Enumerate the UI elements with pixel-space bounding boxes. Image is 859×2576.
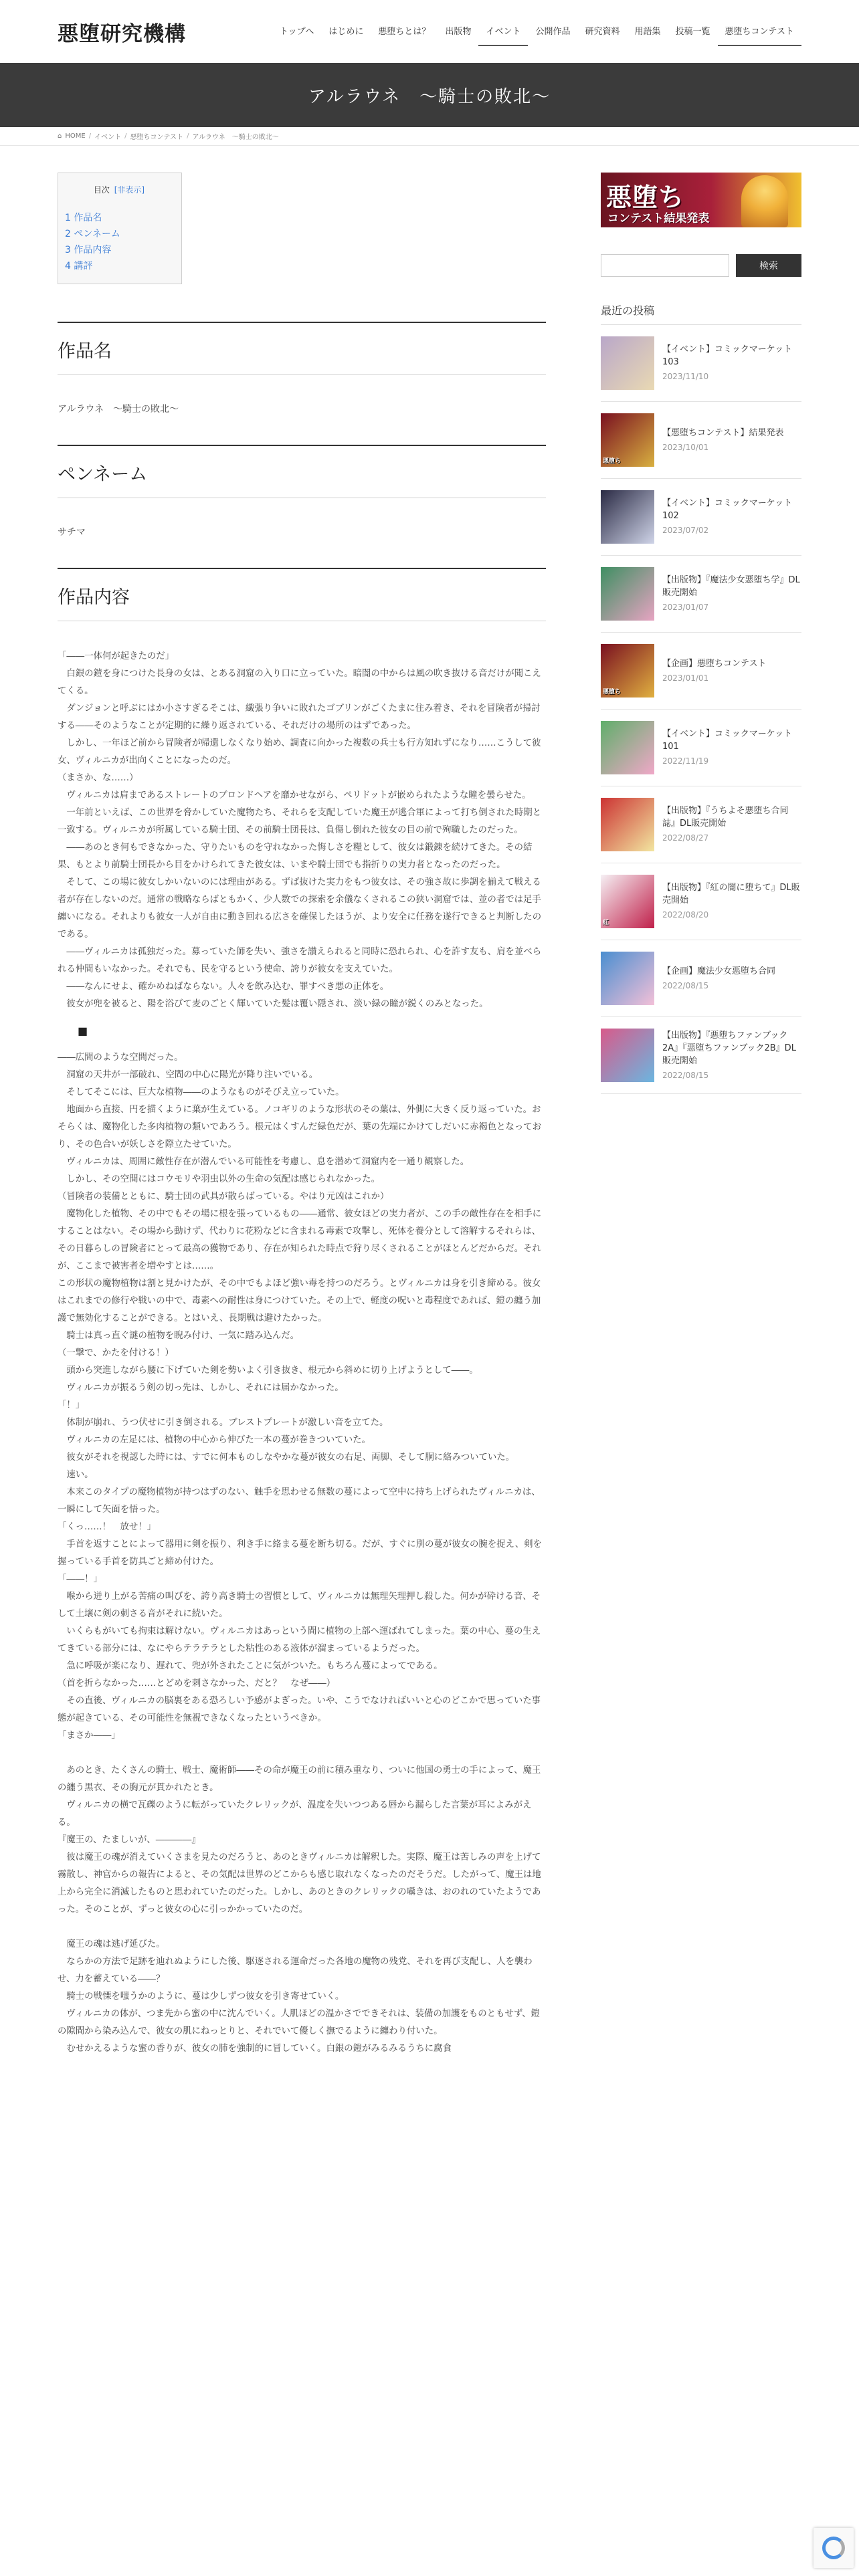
story-paragraph: あのとき、たくさんの騎士、戦士、魔術師――その命が魔王の前に積み重なり、ついに他国の勇士の手によって、魔王の纏う黒衣、その胸元が貫かれたとき。 xyxy=(58,1765,541,1793)
nav-item[interactable]: 投稿一覧 xyxy=(675,26,710,37)
post-title-link[interactable]: 【出版物】『紅の闇に堕ちて』DL販売開始 xyxy=(662,883,800,905)
site-logo[interactable]: 悪堕研究機構 xyxy=(58,21,186,46)
story-paragraph: ――なんにせよ、確かめねばならない。人々を飲み込む、罪すべき悪の正体を。 xyxy=(58,982,389,992)
story-paragraph: ヴィルニカの体が、つま先から蜜の中に沈んでいく。人肌ほどの温かさでできそれは、装備の加護をものともせず、鎧の隙間から染み込んで、彼女の肌にねっとりと、それでいて優しく撫でるように纏わり付いた。 xyxy=(58,2009,540,2036)
scene-divider: ■ xyxy=(78,1025,88,1037)
post-thumbnail[interactable] xyxy=(601,567,654,621)
recent-posts-list xyxy=(601,325,801,1094)
recaptcha-badge[interactable] xyxy=(814,2528,854,2568)
thumbnail-label: 悪堕ち xyxy=(603,458,622,465)
page-title-bar xyxy=(0,63,859,127)
breadcrumb-item[interactable]: 悪堕ちコンテスト xyxy=(130,134,184,141)
post-thumbnail[interactable] xyxy=(601,1029,654,1082)
story-paragraph: ヴィルニカは、周囲に敵性存在が潜んでいる可能性を考慮し、息を潜めて洞窟内を一通り観察した。 xyxy=(58,1157,470,1167)
post-title-link[interactable]: 【イベント】コミックマーケット103 xyxy=(662,344,793,367)
recent-post-item[interactable] xyxy=(601,940,801,1017)
search-button[interactable]: 検索 xyxy=(736,254,801,277)
post-date: 2022/08/20 xyxy=(662,910,709,920)
story-paragraph: 騎士の戦慄を嗤うかのように、蔓は少しずつ彼女を引き寄せていく。 xyxy=(58,1992,345,2002)
contest-results-banner[interactable] xyxy=(601,173,801,227)
story-paragraph: いくらもがいても拘束は解けない。ヴィルニカはあっという間に植物の上部へ運ばれてしまった。葉の中心、蔓の生えてきている部分には、なにやらテラテラとした粘性のある液体が溜まっているようだった。 xyxy=(58,1626,541,1654)
breadcrumb-separator: / xyxy=(124,132,127,140)
story-paragraph: 彼は魔王の魂が消えていくさまを見たのだろうと、あのときヴィルニカは解釈した。実際、魔王は苦しみの声を上げて霧散し、神官からの報告によると、その気配は世界のどこからも感じ取れなくなったのだそうだ。したがって、魔王は地上から完全に消滅したものと思われていたのだった。しかし、あのときのクレリックの囁きは、おのれのていたようであった。そのことが、ずっと彼女の心に引っかかっていたのだ。 xyxy=(58,1852,541,1915)
nav-item[interactable]: はじめに xyxy=(328,26,364,37)
post-info xyxy=(662,343,801,383)
toc-item[interactable]: 3 作品内容 xyxy=(65,245,112,255)
nav-item[interactable]: トップへ xyxy=(280,26,314,37)
nav-item[interactable]: 悪堕ちとは？ xyxy=(378,26,431,37)
story-paragraph: むせかえるような蜜の香りが、彼女の肺を強制的に冒していく。白銀の鎧がみるみるうちに腐食 xyxy=(58,2044,452,2054)
story-paragraph: そして、この場に彼女しかいないのには理由がある。ずば抜けた実力をもつ彼女は、その強さ故に歩調を揃えて戦える者が存在しないのだ。通常の戦略ならばともかく、少人数での探索を余儀なくされるこの狭い洞窟では、並の者では足手纏いになる。それよりも彼女一人が自由に動き回れる広さを確保したほうが、より安全に任務を遂行できると判断したのである。 xyxy=(58,877,542,940)
post-thumbnail[interactable] xyxy=(601,798,654,851)
post-thumbnail[interactable] xyxy=(601,721,654,774)
story-paragraph: ――ヴィルニカは孤独だった。募っていた師を失い、強さを讃えられると同時に恐れられ、心を許す友も、肩を並べられる仲間もいなかった。それでも、民を守るという使命、誇りが彼女を支えていた。 xyxy=(58,947,542,974)
section-heading-title: 作品名 xyxy=(58,322,546,375)
breadcrumb-item: アルラウネ 〜騎士の敗北〜 xyxy=(192,134,279,141)
story-paragraph: 『魔王の、たましいが、――――』 xyxy=(58,1835,201,1845)
post-info xyxy=(662,427,783,454)
recent-post-item[interactable] xyxy=(601,786,801,863)
post-date: 2022/08/15 xyxy=(662,1070,709,1080)
toc-title xyxy=(65,184,173,195)
story-paragraph: 喉から迸り上がる苦痛の叫びを、誇り高き騎士の習慣として、ヴィルニカは無理矢理押し殺した。何かが砕ける音、そして土壌に剣の刺さる音がそれに続いた。 xyxy=(58,1592,541,1619)
post-thumbnail[interactable] xyxy=(601,875,654,928)
content-wrap xyxy=(0,173,859,2058)
search-input[interactable] xyxy=(601,254,729,277)
story-paragraph: そしてそこには、巨大な植物――のようなものがそびえ立っていた。 xyxy=(58,1087,345,1097)
story-paragraph: 「！」 xyxy=(58,1400,85,1410)
story-paragraph: 一年前といえば、この世界を脅かしていた魔物たち、それらを支配していた魔王が逃合軍によって打ち倒された時期と一致する。ヴィルニカが所属している騎士団、その前騎士団長は、負傷し倒れた彼女の目の前で殉職したのだった。 xyxy=(58,808,542,835)
story-paragraph: （冒険者の装備とともに、騎士団の武具が散らばっている。やはり元凶はこれか） xyxy=(58,1192,389,1202)
breadcrumb-item[interactable]: イベント xyxy=(94,134,122,141)
recaptcha-icon xyxy=(822,2537,845,2559)
post-info xyxy=(662,497,801,537)
post-date: 2023/01/01 xyxy=(662,673,709,683)
story-paragraph: ――広間のような空間だった。 xyxy=(58,1053,183,1063)
recent-post-item[interactable] xyxy=(601,1017,801,1094)
story-paragraph: 魔物化した植物、その中でもその場に根を張っているもの――通常、彼女ほどの実力者が、この手の敵性存在を相手にすることはない。その場から動けず、代わりに花粉などに含まれる毒素で攻撃し、死体を養分として溶解するそれらは、その日暮らしの冒険者にとって最高の獲物であり、存在が知られた時点で狩り尽くされることがほとんどだからだ。それが、ここまで被害者を増やすとは……。 xyxy=(58,1209,542,1271)
banner-title: 悪堕ち xyxy=(606,182,685,212)
post-date: 2022/08/27 xyxy=(662,833,709,843)
toc-list xyxy=(65,210,173,274)
post-info xyxy=(662,804,801,845)
global-nav xyxy=(272,17,801,46)
recent-post-item[interactable] xyxy=(601,633,801,710)
story-paragraph: しかし、その空間にはコウモリや羽虫以外の生命の気配は感じられなかった。 xyxy=(58,1174,381,1184)
table-of-contents xyxy=(58,173,182,284)
story-paragraph: 「まさか――」 xyxy=(58,1731,120,1741)
story-paragraph: この形状の魔物植物は割と見かけたが、その中でもよほど強い毒を持つのだろう。とヴィルニカは身を引き締める。彼女はこれまでの修行や戦いの中で、毒素への耐性は身につけていた。その上で、軽度の呪いと毒程度であれば、鎧の纏う加護で無効化することができる。とはいえ、長期戦は避けたかった。 xyxy=(58,1279,541,1323)
banner-subtitle: コンテスト結果発表 xyxy=(607,212,710,225)
story-paragraph: 急に呼吸が楽になり、遅れて、兜が外されたことに気がついた。もちろん蔓によってである。 xyxy=(58,1661,443,1671)
story-paragraph: 洞窟の天井が一部破れ、空間の中心に陽光が降り注いでいる。 xyxy=(58,1070,318,1080)
recent-post-item[interactable] xyxy=(601,863,801,940)
story-paragraph: ならかの方法で足跡を辿れぬようにした後、駆逐される運命だった各地の魔物の残党、それを再び支配し、人を襲わせ、力を蓄えている――？ xyxy=(58,1957,533,1984)
story-paragraph: しかし、一年ほど前から冒険者が帰還しなくなり始め、調査に向かった複数の兵士も行方知れずになり……こうして彼女、ヴィルニカが出向くことになったのだ。 xyxy=(58,738,541,766)
site-header xyxy=(0,0,859,63)
toc-item[interactable]: 1 作品名 xyxy=(65,213,102,223)
toc-heading: 目次 xyxy=(93,185,110,195)
post-info xyxy=(662,965,775,992)
story-paragraph: 彼女が兜を被ると、陽を浴びて麦のごとく輝いていた髪は覆い隠され、淡い緑の瞳が鋭くのみとなった。 xyxy=(58,999,488,1009)
nav-item[interactable]: イベント xyxy=(478,17,528,46)
story-paragraph: 彼女がそれを視認した時には、すでに何本ものしなやかな蔓が彼女の右足、両脚、そして胴に絡みついていた。 xyxy=(58,1453,515,1463)
story-paragraph: ヴィルニカの左足には、植物の中心から伸びた一本の蔓が巻きついていた。 xyxy=(58,1435,371,1445)
story-paragraph xyxy=(58,1745,546,1762)
story-paragraph: 本来このタイプの魔物植物が持つはずのない、触手を思わせる無数の蔓によって空中に持ち上げられたヴィルニカは、一瞬にして矢面を悟った。 xyxy=(58,1487,541,1515)
post-info xyxy=(662,1029,801,1082)
story-paragraph: ――あのとき何もできなかった、守りたいものを守れなかった悔しさを糧として、彼女は鍛錬を続けてきた。その結果、もとより前騎士団長から目をかけられてきた彼女は、いまや騎士団でも指折りの実力者となったのだった。 xyxy=(58,843,533,870)
work-title-value: アルラウネ 〜騎士の敗北〜 xyxy=(58,404,179,415)
story-paragraph: 白銀の鎧を身につけた長身の女は、とある洞窟の入り口に立っていた。暗闇の中からは風の吹き抜ける音だけが聞こえてくる。 xyxy=(58,669,541,696)
penname-value: サチマ xyxy=(58,527,86,538)
banner-character-illustration xyxy=(741,175,788,227)
sidebar xyxy=(601,173,801,2058)
story-paragraph: 手首を返すことによって器用に剣を振り、利き手に絡まる蔓を断ち切る。だが、すぐに別の蔓が彼女の腕を捉え、剣を握っている手首を防具ごと締め付けた。 xyxy=(58,1539,542,1567)
nav-item[interactable]: 出版物 xyxy=(445,26,472,37)
main-content xyxy=(58,173,546,2058)
section-heading-penname: ペンネーム xyxy=(58,445,546,498)
post-date: 2023/11/10 xyxy=(662,372,709,381)
story-part-1 xyxy=(58,648,546,1013)
story-paragraph: ヴィルニカの横で瓦礫のように転がっていたクレリックが、温度を失いつつある唇から漏らした言葉が耳によみがえる。 xyxy=(58,1800,532,1828)
post-title-link[interactable]: 【イベント】コミックマーケット101 xyxy=(662,729,793,752)
post-date: 2022/08/15 xyxy=(662,980,709,990)
breadcrumb-separator: / xyxy=(88,132,92,140)
story-paragraph: 地面から直接、円を描くように葉が生えている。ノコギリのような形状のその葉は、外側に大きく反り返っていた。おそらくは、魔物化した多肉植物の類いであろう。根元はくすんだ緑色だが、葉の先端にかけてしだいに赤褐色となっており、その色合いが妖しさを際立たせていた。 xyxy=(58,1105,542,1150)
nav-item[interactable]: 用語集 xyxy=(634,26,661,37)
thumbnail-label: 悪堕ち xyxy=(603,689,622,695)
post-info xyxy=(662,728,801,768)
search-form xyxy=(601,254,801,277)
thumbnail-label: 紅 xyxy=(603,920,609,926)
recent-post-item[interactable] xyxy=(601,325,801,402)
page-title: アルラウネ 〜騎士の敗北〜 xyxy=(308,86,551,107)
story-paragraph: ヴィルニカが振るう剣の切っ先は、しかし、それには届かなかった。 xyxy=(58,1383,344,1393)
recent-post-item[interactable] xyxy=(601,556,801,633)
nav-item[interactable]: 悪堕ちコンテスト xyxy=(718,17,801,46)
toc-item[interactable]: 2 ペンネーム xyxy=(65,229,120,239)
post-title-link[interactable]: 【出版物】『うちよそ悪堕ち合同誌』DL販売開始 xyxy=(662,806,789,829)
toc-toggle-link[interactable]: [非表示] xyxy=(114,185,145,195)
recent-post-item[interactable] xyxy=(601,402,801,479)
story-paragraph: 速い。 xyxy=(58,1470,94,1480)
section-heading-content: 作品内容 xyxy=(58,568,546,621)
post-info xyxy=(662,657,766,685)
story-paragraph: （一撃で、かたを付ける！） xyxy=(58,1348,174,1358)
toc-item[interactable]: 4 講評 xyxy=(65,261,93,272)
post-title-link[interactable]: 【出版物】『悪堕ちファンブック2A』『悪堕ちファンブック2B』DL販売開始 xyxy=(662,1030,796,1066)
post-date: 2023/07/02 xyxy=(662,526,709,535)
post-date: 2023/10/01 xyxy=(662,442,709,452)
post-thumbnail[interactable] xyxy=(601,490,654,544)
story-paragraph: （首を折らなかった……とどめを刺さなかった、だと？ なぜ――） xyxy=(58,1679,336,1689)
story-paragraph: ヴィルニカは肩まであるストレートのブロンドヘアを靡かせながら、ペリドットが嵌められたような瞳を曇らせた。 xyxy=(58,790,531,800)
story-paragraph: 「――一体何が起きたのだ」 xyxy=(58,651,175,661)
breadcrumb-item[interactable]: HOME xyxy=(65,132,86,140)
story-paragraph: ダンジョンと呼ぶにはか小さすぎるそこは、繊張り争いに敗れたゴブリンがごくたまに住み着き、それを冒険者が掃討する――そのようなことが定期的に繰り返されている、それだけの場所のはずであった。 xyxy=(58,704,541,731)
post-thumbnail[interactable] xyxy=(601,644,654,697)
story-paragraph: 「くっ……！ 放せ！」 xyxy=(58,1522,157,1532)
post-thumbnail[interactable] xyxy=(601,952,654,1005)
post-info xyxy=(662,881,801,922)
post-title-link[interactable]: 【出版物】『魔法少女悪堕ち学』DL販売開始 xyxy=(662,575,800,598)
post-thumbnail[interactable] xyxy=(601,336,654,390)
recent-post-item[interactable] xyxy=(601,479,801,556)
story-paragraph: その直後、ヴィルニカの脳裏をある恐ろしい予感がよぎった。いや、こうでなければいいと心のどこかで思っていた事態が起きている、その可能性を無視できなくなったというべきか。 xyxy=(58,1696,541,1723)
post-title-link[interactable]: 【企画】悪堕ちコンテスト xyxy=(662,658,767,669)
post-date: 2022/11/19 xyxy=(662,756,709,766)
story-paragraph: 「――！」 xyxy=(58,1574,102,1584)
story-paragraph: 頭から突進しながら腰に下げていた剣を勢いよく引き抜き、根元から斜めに切り上げようとして――。 xyxy=(58,1366,478,1376)
story-paragraph: 騎士は真っ直ぐ謎の植物を睨み付け、一気に踏み込んだ。 xyxy=(58,1331,300,1341)
story-paragraph: 魔王の魂は逃げ延びた。 xyxy=(58,1939,165,1949)
story-paragraph: （まさか、な……） xyxy=(58,773,138,783)
story-part-2 xyxy=(58,1049,546,2058)
story-paragraph xyxy=(58,1919,546,1936)
post-title-link[interactable]: 【悪堕ちコンテスト】結果発表 xyxy=(662,427,784,438)
nav-item[interactable]: 研究資料 xyxy=(585,26,620,37)
recent-post-item[interactable] xyxy=(601,710,801,786)
post-date: 2023/01/07 xyxy=(662,603,709,612)
post-thumbnail[interactable] xyxy=(601,413,654,467)
post-info xyxy=(662,574,801,614)
home-icon: ⌂ xyxy=(58,132,62,140)
post-title-link[interactable]: 【イベント】コミックマーケット102 xyxy=(662,498,793,521)
recent-posts-heading: 最近の投稿 xyxy=(601,302,801,325)
nav-item[interactable]: 公開作品 xyxy=(535,26,571,37)
story-body xyxy=(58,648,546,2058)
breadcrumb xyxy=(0,127,859,146)
story-paragraph: 体制が崩れ、うつ伏せに引き倒される。ブレストプレートが激しい音を立てた。 xyxy=(58,1418,389,1428)
post-title-link[interactable]: 【企画】魔法少女悪堕ち合同 xyxy=(662,966,776,976)
breadcrumb-separator: / xyxy=(187,132,189,140)
